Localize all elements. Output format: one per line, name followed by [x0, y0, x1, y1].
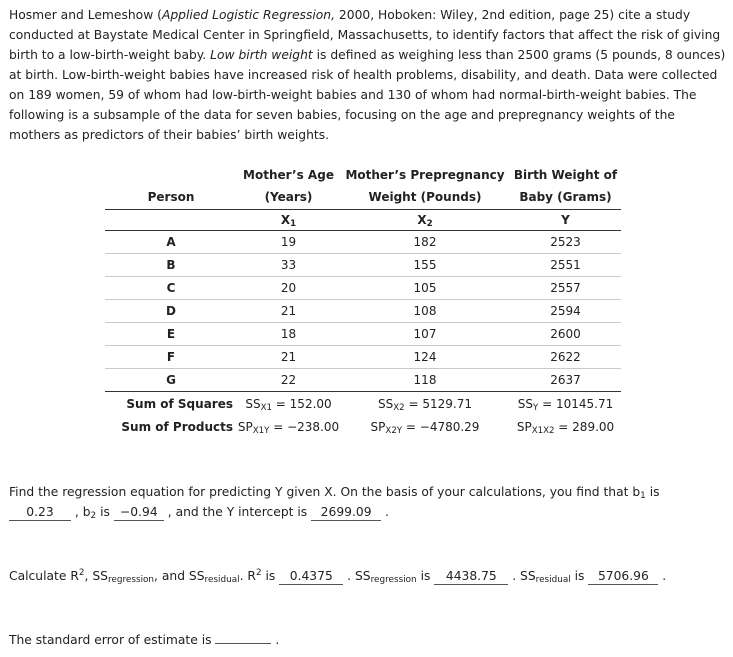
person-cell: A	[105, 231, 237, 254]
weight-cell: 107	[340, 323, 510, 346]
sp-x1y: $SP_{X1Y} = -238.00$	[237, 419, 340, 436]
header-person: Person	[105, 187, 237, 210]
person-cell: D	[105, 300, 237, 323]
sp-x1x2: $SP_{X1X2} = 289.00$	[516, 419, 615, 436]
intro-text-3: is defined as weighing less than 2500 grams (5 pounds, 8 ounces) at birth. Low-birth-weight babies have increased risk of health problems, disability, and death. Data were collected on 189 women, 59 of whom had low-birth-weight babies and 130 of whom had normal-birth-weight babies. The following is a subsample of the data for seven babies, focusing on the age and prepregnancy weights of the mothers as predictors of their babies’ birth weights.	[9, 48, 726, 142]
symbol-x1: $X_1$	[237, 210, 340, 231]
person-cell: B	[105, 254, 237, 277]
ss-y: $SS_Y = 10145.71$	[517, 396, 614, 413]
person-cell: F	[105, 346, 237, 369]
symbol-x2: $X_2$	[340, 210, 510, 231]
symbol-y: Y	[510, 210, 621, 231]
ss-x1: $SS_{X1} = 152.00$	[245, 396, 332, 413]
weight-cell: 155	[340, 254, 510, 277]
table-row	[105, 277, 621, 300]
sp-x2y: $SP_{X2Y} = -4780.29$	[370, 419, 480, 436]
header-weight-line2: Weight (Pounds)	[340, 187, 510, 210]
intro-text-2: 2000, Hoboken: Wiley, 2nd edition, page 25) cite a study conducted at Baystate Medical Center in Springfield, Massachusetts, to identify factors that affect the risk of giving birth to a low-birth-weight baby.	[9, 8, 721, 62]
b2-answer-field[interactable]: −0.94	[114, 504, 164, 521]
birth-weight-cell: 2551	[510, 254, 621, 277]
header-birth-line1: Birth Weight of	[513, 168, 618, 182]
birth-weight-cell: 2523	[510, 231, 621, 254]
age-cell: 19	[237, 231, 340, 254]
question-1-line-1: Find the regression equation for predicting Y given X. On the basis of your calculations, you find that $b_1$ is	[9, 485, 660, 501]
person-cell: E	[105, 323, 237, 346]
age-cell: 20	[237, 277, 340, 300]
weight-cell: 105	[340, 277, 510, 300]
book-title: Applied Logistic Regression,	[161, 8, 336, 22]
question-1-line-2: 0.23 , $b_2$ is −0.94 , and the Y intercept is 2699.09 .	[9, 502, 389, 522]
ss-x2: $SS_{X2} = 5129.71$	[378, 396, 472, 413]
table-row	[105, 254, 621, 277]
sum-of-products-label: Sum of Products	[121, 419, 233, 434]
age-cell: 22	[237, 369, 340, 392]
weight-cell: 182	[340, 231, 510, 254]
standard-error-answer-field[interactable]	[215, 643, 271, 644]
intro-paragraph	[9, 5, 727, 145]
ss-regression-answer-field[interactable]: 4438.75	[434, 568, 508, 585]
intercept-answer-field[interactable]: 2699.09	[311, 504, 381, 521]
data-table	[105, 165, 621, 438]
birth-weight-cell: 2622	[510, 346, 621, 369]
ss-residual-answer-field[interactable]: 5706.96	[588, 568, 658, 585]
table-row	[105, 323, 621, 346]
age-cell: 21	[237, 346, 340, 369]
birth-weight-cell: 2594	[510, 300, 621, 323]
table-row	[105, 300, 621, 323]
birth-weight-cell: 2637	[510, 369, 621, 392]
sum-of-squares-row	[105, 392, 621, 416]
sum-of-squares-label: Sum of Squares	[126, 396, 233, 411]
birth-weight-cell: 2600	[510, 323, 621, 346]
person-cell: C	[105, 277, 237, 300]
age-cell: 33	[237, 254, 340, 277]
r-squared-answer-field[interactable]: 0.4375	[279, 568, 343, 585]
weight-cell: 108	[340, 300, 510, 323]
sum-of-products-row	[105, 415, 621, 438]
table-row	[105, 369, 621, 392]
birth-weight-cell: 2557	[510, 277, 621, 300]
question-2: Calculate $R^2$, $SS_{regression}$, and $SS_{residual}$. $R^2$ is 0.4375 . $SS_{regression}$ is 4438.75 . $SS_{residual}$ is 5706.96 .	[9, 568, 667, 585]
table-row	[105, 346, 621, 369]
age-cell: 21	[237, 300, 340, 323]
header-age-line2: (Years)	[237, 187, 340, 210]
age-cell: 18	[237, 323, 340, 346]
header-weight-line1: Mother’s Prepregnancy	[345, 168, 505, 182]
term-low-birth-weight: Low birth weight	[210, 48, 313, 62]
weight-cell: 118	[340, 369, 510, 392]
intro-text-1: Hosmer and Lemeshow (	[9, 8, 162, 22]
b1-answer-field[interactable]: 0.23	[9, 504, 71, 521]
weight-cell: 124	[340, 346, 510, 369]
question-3: The standard error of estimate is .	[9, 633, 280, 647]
header-age-line1: Mother’s Age	[243, 168, 334, 182]
table-row	[105, 231, 621, 254]
person-cell: G	[105, 369, 237, 392]
header-birth-line2: Baby (Grams)	[510, 187, 621, 210]
